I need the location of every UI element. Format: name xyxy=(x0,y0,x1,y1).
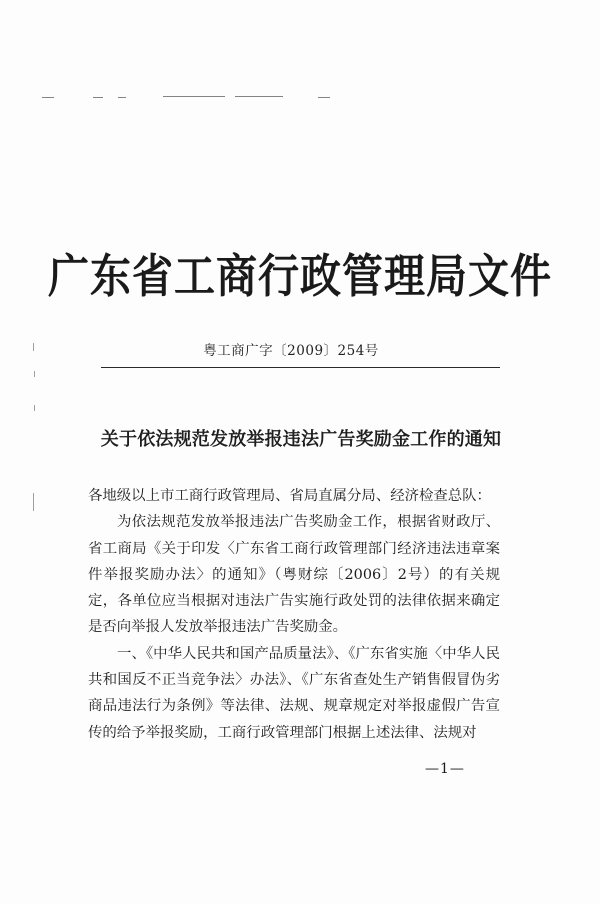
page-number: —1— xyxy=(425,761,465,777)
scan-mark xyxy=(42,97,54,98)
scan-mark xyxy=(118,97,126,98)
salutation: 各地级以上市工商行政管理局、省局直属分局、经济检查总队： xyxy=(88,488,491,504)
header-rule xyxy=(101,367,500,368)
scan-mark xyxy=(33,493,34,511)
document-title: 关于依法规范发放举报违法广告奖励金工作的通知 xyxy=(100,429,502,450)
scan-mark xyxy=(34,371,35,377)
scan-mark xyxy=(318,97,330,98)
scan-mark xyxy=(163,96,225,97)
body-paragraph: 一、《中华人民共和国产品质量法》、《广东省实施〈中华人民共和国反不正当竞争法〉办法》、《广东省查处生产销售假冒伪劣商品违法行为条例》等法律、法规、规章规定对举报虚假广告宣传的给予举报奖励，工商行政管理部门根据上述法律、法规对 xyxy=(88,645,500,741)
document-number: 粤工商广字〔2009〕254号 xyxy=(203,343,379,359)
document-header: 广东省工商行政管理局文件 xyxy=(48,249,552,304)
body-paragraph: 为依法规范发放举报违法广告奖励金工作，根据省财政厅、省工商局《关于印发〈广东省工商行政管理部门经济违法违章案件举报奖励办法〉的通知》（粤财综〔2006〕2号）的有关规定，各单位应当根据对违法广告实施行政处罚的法律依据来确定是否向举报人发放举报违法广告奖励金。 xyxy=(88,514,500,636)
scan-mark xyxy=(235,96,283,97)
scan-mark xyxy=(93,97,103,98)
document-body xyxy=(88,483,500,746)
scan-mark xyxy=(34,405,35,411)
